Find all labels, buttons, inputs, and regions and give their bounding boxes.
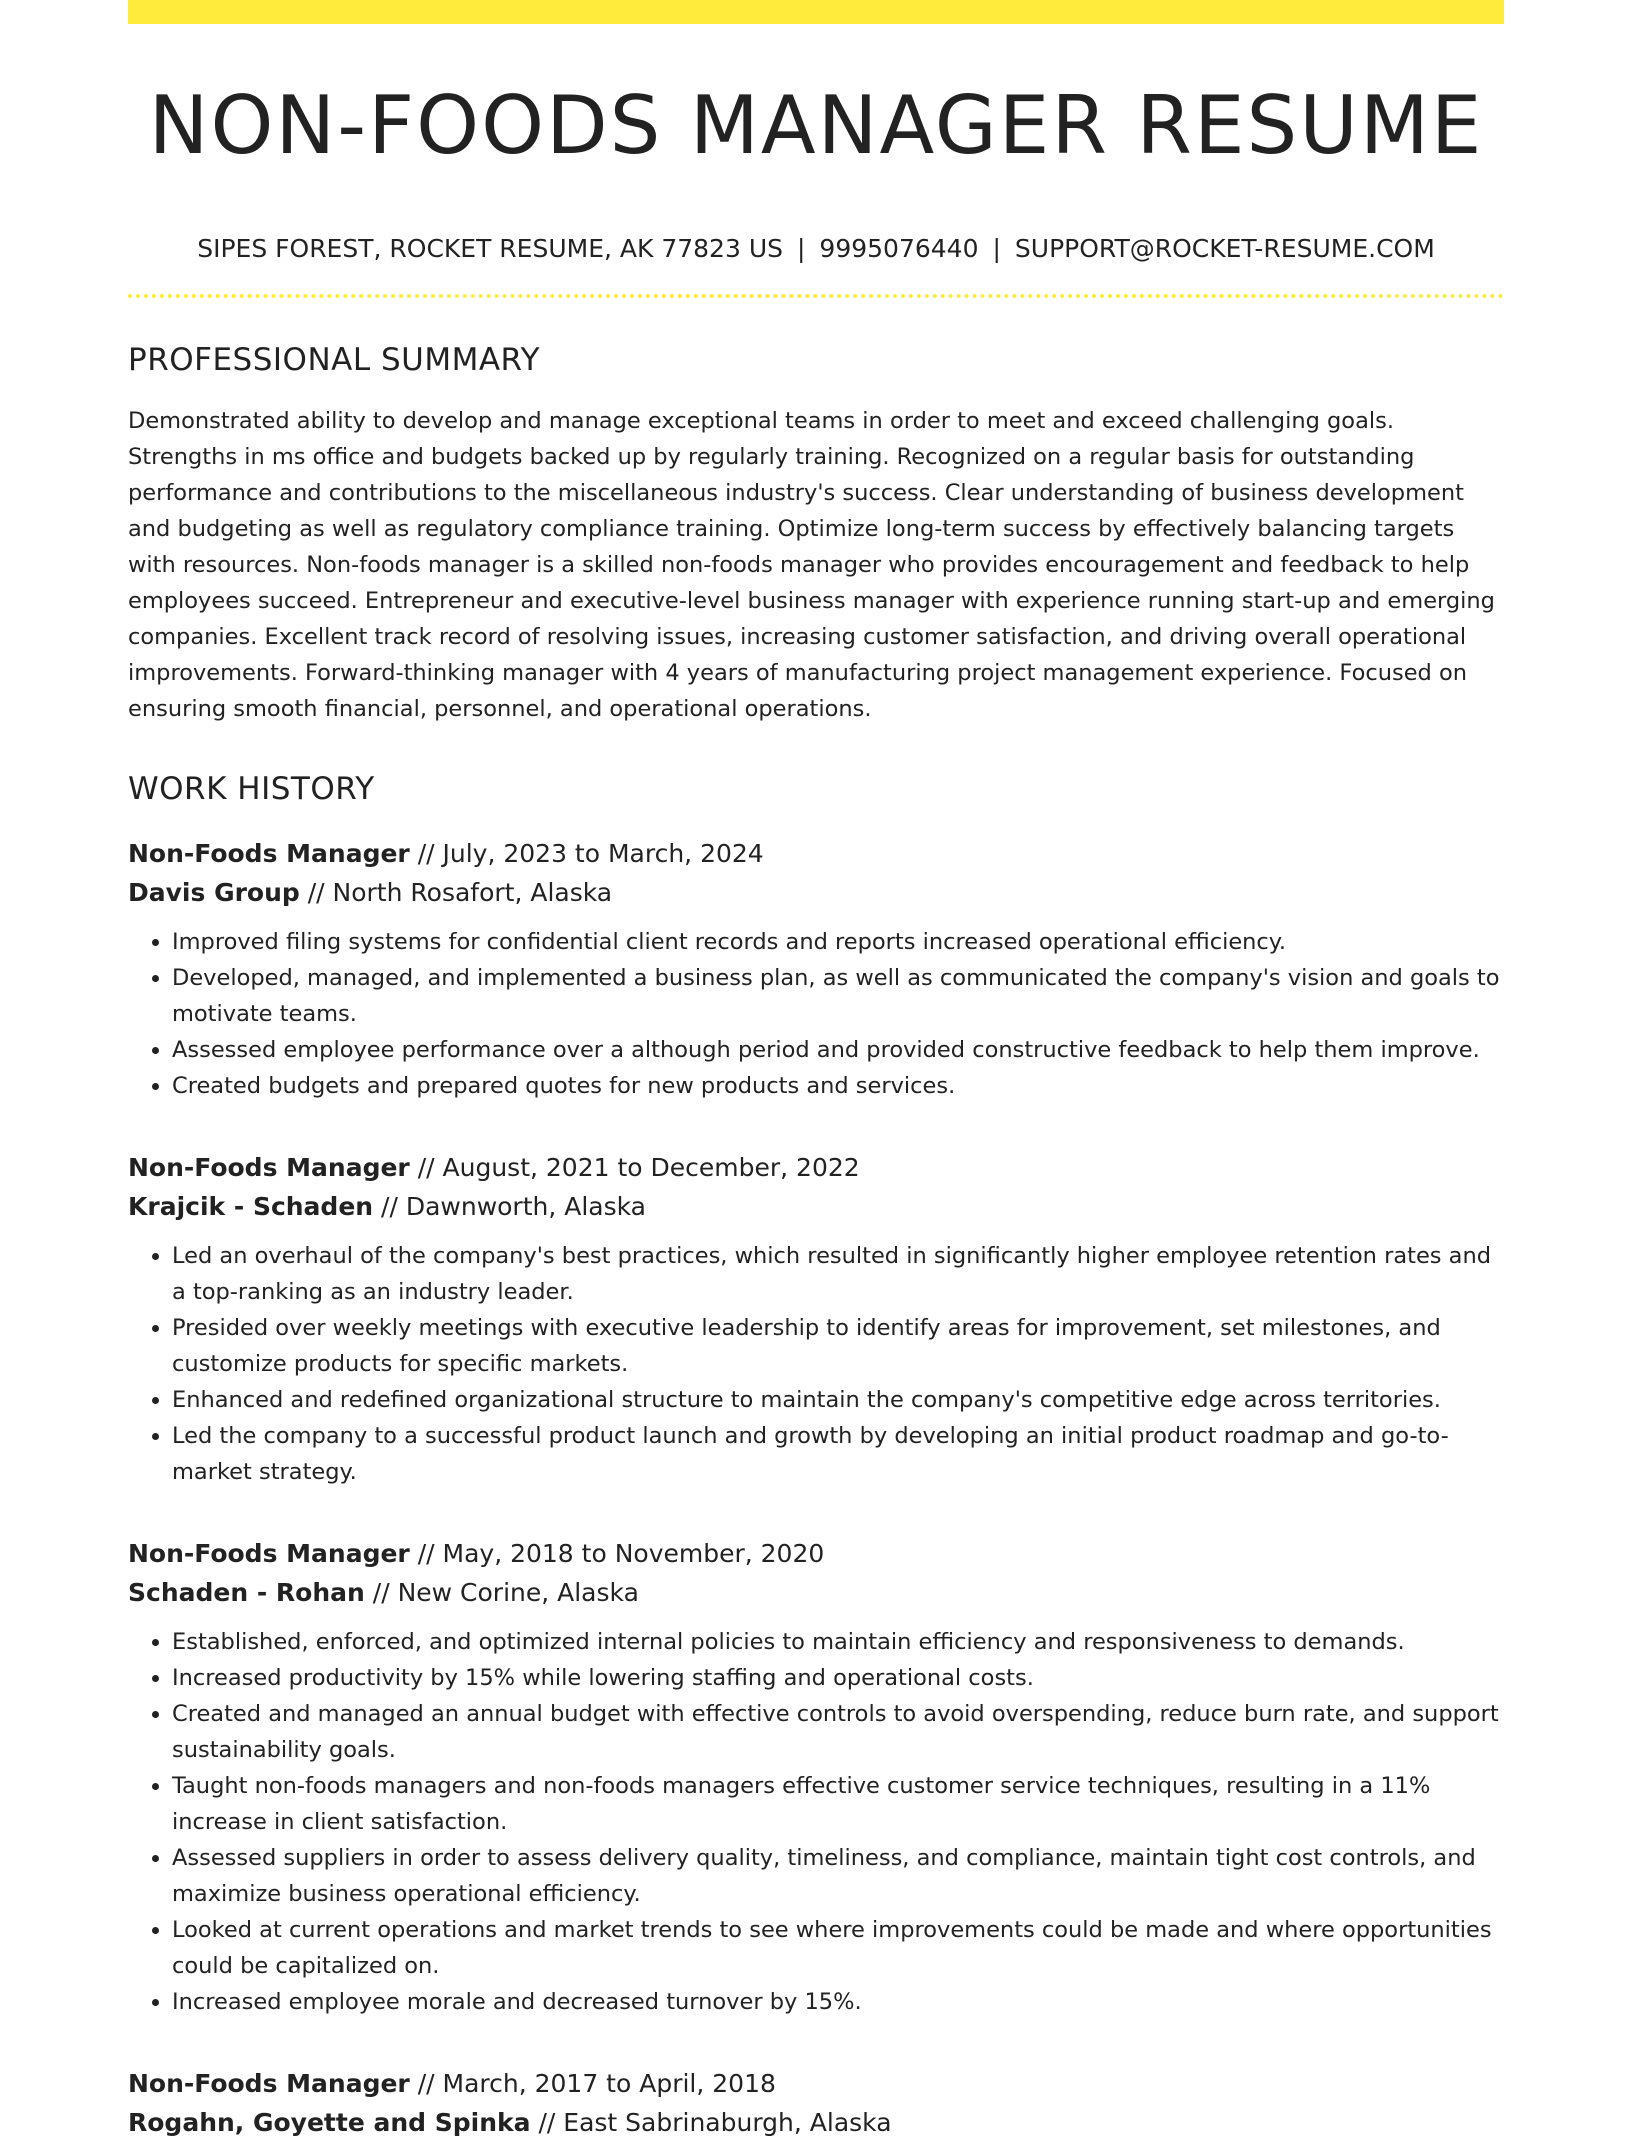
job-title-line	[128, 834, 1504, 873]
work-history-list	[128, 834, 1504, 2142]
resume-title: NON-FOODS MANAGER RESUME	[148, 79, 1484, 172]
job-bullet: • Presided over weekly meetings with executive leadership to identify areas for improvement, set milestones, and customize products for specific markets.	[172, 1310, 1504, 1382]
job-bullet: • Increased employee morale and decreased turnover by 15%.	[172, 1984, 1504, 2020]
job-bullets	[128, 924, 1504, 1104]
job-title-line	[128, 1534, 1504, 1573]
contact-line	[128, 234, 1504, 264]
section-heading-summary: PROFESSIONAL SUMMARY	[128, 342, 541, 378]
job-title-line	[128, 2064, 1504, 2103]
job-bullet: • Created budgets and prepared quotes for new products and services.	[172, 1068, 1504, 1104]
resume-content	[128, 0, 1504, 2142]
job-bullets	[128, 1238, 1504, 1490]
job-title: Non-Foods Manager	[128, 2069, 410, 2099]
job-bullet: • Led the company to a successful product launch and growth by developing an initial product roadmap and go-to-market strategy.	[172, 1418, 1504, 1490]
job-location: // East Sabrinaburgh, Alaska	[530, 2108, 892, 2138]
job-bullet: • Improved filing systems for confidential client records and reports increased operational efficiency.	[172, 924, 1504, 960]
job-bullets	[128, 1624, 1504, 2020]
accent-bar	[128, 0, 1504, 24]
contact-email: SUPPORT@ROCKET-RESUME.COM	[1014, 234, 1435, 263]
section-heading-work: WORK HISTORY	[128, 771, 375, 808]
dotted-divider	[128, 294, 1504, 298]
job-bullet: • Increased productivity by 15% while lowering staffing and operational costs.	[172, 1660, 1504, 1696]
job-bullet: • Enhanced and redefined organizational structure to maintain the company's competitive edge across territories.	[172, 1382, 1504, 1418]
job-bullet: • Looked at current operations and market trends to see where improvements could be made and where opportunities could be capitalized on.	[172, 1912, 1504, 1984]
job-company: Davis Group	[128, 878, 300, 908]
job-bullet: • Developed, managed, and implemented a business plan, as well as communicated the company's vision and goals to motivate teams.	[172, 960, 1504, 1032]
job-location: // New Corine, Alaska	[364, 1578, 639, 1608]
job-dates: // May, 2018 to November, 2020	[409, 1539, 825, 1569]
job-bullet: • Led an overhaul of the company's best practices, which resulted in significantly higher employee retention rates and a top-ranking as an industry leader.	[172, 1238, 1504, 1310]
job-title: Non-Foods Manager	[128, 1153, 410, 1183]
job-bullet: • Taught non-foods managers and non-foods managers effective customer service techniques, resulting in a 11% increase in client satisfaction.	[172, 1768, 1504, 1840]
job-company: Krajcik - Schaden	[128, 1192, 374, 1222]
job-dates: // July, 2023 to March, 2024	[409, 839, 764, 869]
job-dates: // August, 2021 to December, 2022	[409, 1153, 860, 1183]
job-entry	[128, 1534, 1504, 2020]
job-entry	[128, 2064, 1504, 2142]
job-location: // North Rosafort, Alaska	[299, 878, 613, 908]
job-bullet: • Assessed employee performance over a although period and provided constructive feedback to help them improve.	[172, 1032, 1504, 1068]
job-title: Non-Foods Manager	[128, 839, 410, 869]
job-company-line	[128, 1573, 1504, 1612]
contact-phone: 9995076440	[819, 234, 979, 263]
contact-separator: |	[796, 234, 806, 263]
summary-text: Demonstrated ability to develop and manage exceptional teams in order to meet and exceed challenging goals. Strengths in ms office and budgets backed up by regularly training. Recognized on a regular basis for outstanding performance and contributions to the miscellaneous industry's success. Clear understanding of business development and budgeting as well as regulatory compliance training. Optimize long-term success by effectively balancing targets with resources. Non-foods manager is a skilled non-foods manager who provides encouragement and feedback to help employees succeed. Entrepreneur and executive-level business manager with experience running start-up and emerging companies. Excellent track record of resolving issues, increasing customer satisfaction, and driving overall operational improvements. Forward-thinking manager with 4 years of manufacturing project management experience. Focused on ensuring smooth financial, personnel, and operational operations.	[128, 408, 1495, 723]
job-bullet: • Created and managed an annual budget with effective controls to avoid overspending, reduce burn rate, and support sustainability goals.	[172, 1696, 1504, 1768]
job-entry	[128, 834, 1504, 1104]
job-company: Schaden - Rohan	[128, 1578, 365, 1608]
job-bullet: • Assessed suppliers in order to assess delivery quality, timeliness, and compliance, maintain tight cost controls, and maximize business operational efficiency.	[172, 1840, 1504, 1912]
job-company-line	[128, 873, 1504, 912]
job-title: Non-Foods Manager	[128, 1539, 410, 1569]
job-location: // Dawnworth, Alaska	[373, 1192, 647, 1222]
job-company-line	[128, 1187, 1504, 1226]
job-dates: // March, 2017 to April, 2018	[409, 2069, 776, 2099]
job-title-line	[128, 1148, 1504, 1187]
job-bullet: • Established, enforced, and optimized internal policies to maintain efficiency and responsiveness to demands.	[172, 1624, 1504, 1660]
job-company-line	[128, 2103, 1504, 2142]
contact-separator: |	[992, 234, 1001, 263]
job-entry	[128, 1148, 1504, 1490]
contact-address: SIPES FOREST, ROCKET RESUME, AK 77823 US	[197, 234, 783, 263]
job-company: Rogahn, Goyette and Spinka	[128, 2108, 531, 2138]
